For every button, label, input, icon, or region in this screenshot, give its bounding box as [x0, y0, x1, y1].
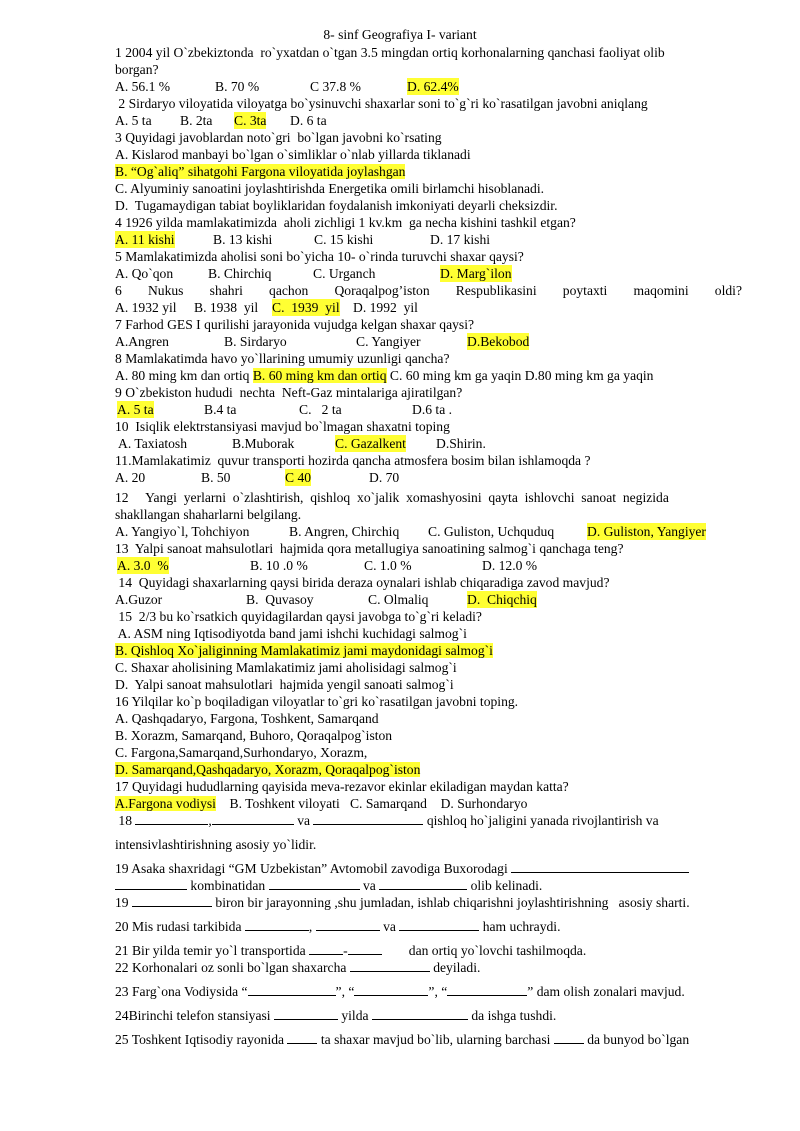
question-8-options: [115, 367, 742, 384]
option-d-answer: D. Guliston, Yangiyer: [587, 524, 706, 539]
question-1-text-line1: 1 2004 yil O`zbekiztonda ro`yxatdan o`tgan 3.5 mingdan ortiq korhonalarning qanchasi faoliyat olib: [115, 45, 665, 60]
fill-blank[interactable]: [132, 894, 212, 907]
question-15-text: 15 2/3 bu ko`rsatkich quyidagilardan qaysi javobga to`g`ri keladi?: [115, 609, 482, 624]
option-a: A. 5 ta: [115, 113, 152, 128]
fill-blank[interactable]: [399, 918, 479, 931]
option-c: C. Olmaliq: [368, 592, 429, 607]
option-a: A. 80 ming km dan ortiq: [115, 368, 250, 383]
question-6-options: [115, 299, 742, 316]
question-14-text: 14 Quyidagi shaxarlarning qaysi birida deraza oynalari ishlab chiqaradiga zavod mavjud?: [115, 575, 610, 590]
fill-blank[interactable]: [287, 1031, 317, 1044]
question-22: 22 Korhonalari oz sonli bo`lgan shaxarcha deyiladi.: [115, 960, 481, 975]
option-c: C. Fargona,Samarqand,Surhondaryo, Xorazm,: [115, 745, 368, 760]
question-9-options: [115, 401, 742, 418]
question-4-text: 4 1926 yilda mamlakatimizda aholi zichligi 1 kv.km ga necha kishini tashkil etgan?: [115, 215, 576, 230]
option-b: B. 1938 yil: [194, 300, 259, 315]
option-b: B. 50: [201, 470, 231, 485]
question-16-text: 16 Yilqilar ko`p boqiladigan viloyatlar to`gri ko`rasatilgan javobni toping.: [115, 694, 519, 709]
option-d-answer: D. Samarqand,Qashqadaryo, Xorazm, Qoraqalpog`iston: [115, 762, 421, 777]
option-a: A. Kislarod manbayi bo`lgan o`simliklar o`nlab yillarda tiklanadi: [115, 147, 471, 162]
option-c: C. Shaxar aholisining Mamlakatimiz jami aholisidagi salmog`i: [115, 660, 457, 675]
option-d: D. 70: [369, 470, 400, 485]
question-24: 24Birinchi telefon stansiyasi yilda da ishga tushdi.: [115, 1008, 557, 1023]
option-b: B. Quvasoy: [246, 592, 314, 607]
option-c: C. Urganch: [313, 266, 376, 281]
option-b: B. 70 %: [215, 79, 260, 94]
option-d: D. Tugamaydigan tabiat boyliklaridan foydalanish imkoniyati deyarli cheksizdir.: [115, 198, 558, 213]
question-19a-line1: 19 Asaka shaxridagi “GM Uzbekistan” Avtomobil zavodiga Buxorodagi: [115, 860, 742, 877]
question-13-text: 13 Yalpi sanoat mahsulotlari hajmida qora metallugiya sanoatining salmog`i qanchaga teng?: [115, 541, 624, 556]
option-d: D. 17 kishi: [430, 232, 491, 247]
question-18-line1: 18 , va qishloq ho`jaligini yanada rivojlantirish va: [115, 813, 659, 828]
option-d-answer: D. Chiqchiq: [467, 592, 537, 607]
option-c-answer: C. Gazalkent: [335, 436, 406, 451]
option-b: B.4 ta: [204, 402, 237, 417]
option-b-answer: B. Qishloq Xo`jaliginning Mamlakatimiz jami maydonidagi salmog`i: [115, 643, 493, 658]
option-c: C. Guliston, Uchquduq: [428, 524, 555, 539]
question-10-text: 10 Isiqlik elektrstansiyasi mavjud bo`lmagan shaxatni toping: [115, 419, 450, 434]
fill-blank[interactable]: [348, 942, 382, 955]
question-7-text: 7 Farhod GES I qurilishi jarayonida vujudga kelgan shaxar qaysi?: [115, 317, 475, 332]
question-2-text: 2 Sirdaryo viloyatida viloyatga bo`ysinuvchi shaxarlar soni to`g`ri ko`rasatilgan javobni aniqlang: [115, 96, 648, 111]
fill-blank[interactable]: [245, 918, 309, 931]
question-9-text: 9 O`zbekiston hududi nechta Neft-Gaz mintalariga ajiratilgan?: [115, 385, 463, 400]
question-12-text-line2: shakllangan shaharlarni belgilang.: [115, 507, 302, 522]
question-7-options: [115, 333, 742, 350]
option-d-answer: D. Marg`ilon: [440, 266, 512, 281]
option-a-answer: A.Fargona vodiysi: [115, 796, 216, 811]
question-23: 23 Farg`ona Vodiysida “ ”, “ ”, “ ” dam olish zonalari mavjud.: [115, 984, 685, 999]
question-11-options: [115, 469, 742, 486]
option-d-answer: D. 62.4%: [407, 79, 459, 94]
question-5-text: 5 Mamlakatimizda aholisi soni bo`yicha 10- o`rinda turuvchi shaxar qaysi?: [115, 249, 524, 264]
option-c: C. Samarqand: [349, 796, 427, 811]
option-d: D. Surhondaryo: [440, 796, 528, 811]
fill-blank[interactable]: [379, 877, 467, 890]
option-c: C. 2 ta: [299, 402, 342, 417]
fill-blank[interactable]: [447, 983, 527, 996]
option-a: A. Yangiyo`l, Tohchiyon: [115, 524, 250, 539]
question-12-text-line1: 12 Yangi yerlarni o`zlashtirish, qishloq xo`jalik xomashyosini qayta ishlovchi sanoat negizida: [115, 490, 669, 505]
option-a: A. 1932 yil: [115, 300, 177, 315]
option-d: D.80 ming km ga yaqin: [524, 368, 654, 383]
option-b-answer: B. “Og`aliq” sihatgohi Fargona viloyatida joylashgan: [115, 164, 406, 179]
question-list: [115, 44, 742, 1048]
question-3-text: 3 Quyidagi javoblardan noto`gri bo`lgan javobni ko`rsating: [115, 130, 442, 145]
fill-blank[interactable]: [316, 918, 380, 931]
question-2-options: [115, 112, 742, 129]
option-d: D. 1992 yil: [353, 300, 418, 315]
option-d: D.Shirin.: [436, 436, 486, 451]
question-18-line2: intensivlashtirishning asosiy yo`lidir.: [115, 837, 317, 852]
option-b: B. 13 kishi: [213, 232, 273, 247]
question-20: 20 Mis rudasi tarkibida , va ham uchraydi.: [115, 919, 561, 934]
option-a: A. 56.1 %: [115, 79, 171, 94]
fill-blank[interactable]: [274, 1007, 338, 1020]
option-a: A. Qashqadaryo, Fargona, Toshkent, Samarqand: [115, 711, 379, 726]
option-c: C. Alyuminiy sanoatini joylashtirishda Energetika omili birlamchi hisoblanadi.: [115, 181, 545, 196]
question-17-text: 17 Quyidagi hududlarning qayisida meva-rezavor ekinlar ekiladigan maydan katta?: [115, 779, 569, 794]
option-b: B. Angren, Chirchiq: [289, 524, 400, 539]
option-a: A.Guzor: [115, 592, 163, 607]
question-21: 21 Bir yilda temir yo`l transportida - dan ortiq yo`lovchi tashilmoqda.: [115, 943, 587, 958]
option-a-answer: A. 11 kishi: [115, 232, 175, 247]
option-b: B. Chirchiq: [208, 266, 272, 281]
question-5-options: [115, 265, 742, 282]
fill-blank[interactable]: [554, 1031, 584, 1044]
option-a: A. ASM ning Iqtisodiyotda band jami ishchi kuchidagi salmog`i: [115, 626, 467, 641]
question-25: 25 Toshkent Iqtisodiy rayonida ta shaxar mavjud bo`lib, ularning barchasi da bunyod bo`lgan: [115, 1032, 690, 1047]
question-17-options: [115, 795, 742, 812]
option-c-answer: C 40: [285, 470, 312, 485]
option-c: C. 15 kishi: [314, 232, 374, 247]
question-12-options: [115, 523, 742, 540]
fill-blank[interactable]: [115, 877, 187, 890]
fill-blank[interactable]: [309, 942, 343, 955]
option-a: A. Qo`qon: [115, 266, 174, 281]
page-title: 8- sinf Geografiya I- variant: [323, 27, 477, 42]
option-c: C. 1.0 %: [364, 558, 412, 573]
option-b: B. Toshkent viloyati: [229, 796, 340, 811]
option-d: D. 6 ta: [290, 113, 327, 128]
question-13-options: [115, 557, 742, 574]
fill-blank[interactable]: [135, 812, 208, 825]
option-c: C. Yangiyer: [356, 334, 421, 349]
fill-blank[interactable]: [269, 877, 360, 890]
option-d-answer: D.Bekobod: [467, 334, 530, 349]
fill-blank[interactable]: [212, 812, 294, 825]
question-19a-line2: kombinatidan va olib kelinadi.: [115, 877, 742, 894]
question-4-options: [115, 231, 742, 248]
option-b: B. Sirdaryo: [224, 334, 287, 349]
question-11-text: 11.Mamlakatimiz quvur transporti hozirda qancha atmosfera bosim bilan ishlamoqda ?: [115, 453, 591, 468]
question-10-options: [115, 435, 742, 452]
option-a: A.Angren: [115, 334, 169, 349]
option-d: D. Yalpi sanoat mahsulotlari hajmida yengil sanoati salmog`i: [115, 677, 454, 692]
option-b: B. Xorazm, Samarqand, Buhoro, Qoraqalpog`iston: [115, 728, 393, 743]
option-c-answer: C. 3ta: [234, 113, 267, 128]
fill-blank[interactable]: [354, 983, 428, 996]
question-14-options: [115, 591, 742, 608]
option-b: B. 10 .0 %: [250, 558, 308, 573]
option-c-answer: C. 1939 yil: [272, 300, 340, 315]
option-d: D.6 ta .: [412, 402, 453, 417]
fill-blank[interactable]: [350, 959, 430, 972]
fill-blank[interactable]: [313, 812, 423, 825]
option-b: B.Muborak: [232, 436, 295, 451]
option-a-answer: A. 5 ta: [117, 402, 154, 417]
question-6-text: 6 Nukus shahri qachon Qoraqalpog’iston Respublikasini poytaxti maqomini oldi?: [115, 283, 742, 298]
question-8-text: 8 Mamlakatimda havo yo`llarining umumiy uzunligi qancha?: [115, 351, 450, 366]
option-c: C 37.8 %: [310, 79, 361, 94]
question-1-text-line2: borgan?: [115, 62, 159, 77]
fill-blank[interactable]: [372, 1007, 468, 1020]
option-a: A. 20: [115, 470, 146, 485]
question-1-options: [115, 78, 742, 95]
fill-blank[interactable]: [248, 983, 336, 996]
option-c: C. 60 ming km ga yaqin: [389, 368, 522, 383]
fill-blank[interactable]: [511, 860, 689, 873]
question-19b: 19 biron bir jarayonning ,shu jumladan, ishlab chiqarishni joylashtirishning asosiy sharti.: [115, 895, 690, 910]
option-d: D. 12.0 %: [482, 558, 538, 573]
option-a: A. Taxiatosh: [118, 436, 188, 451]
option-b-answer: B. 60 ming km dan ortiq: [252, 368, 387, 383]
option-a-answer: A. 3.0 %: [117, 558, 169, 573]
option-b: B. 2ta: [180, 113, 213, 128]
